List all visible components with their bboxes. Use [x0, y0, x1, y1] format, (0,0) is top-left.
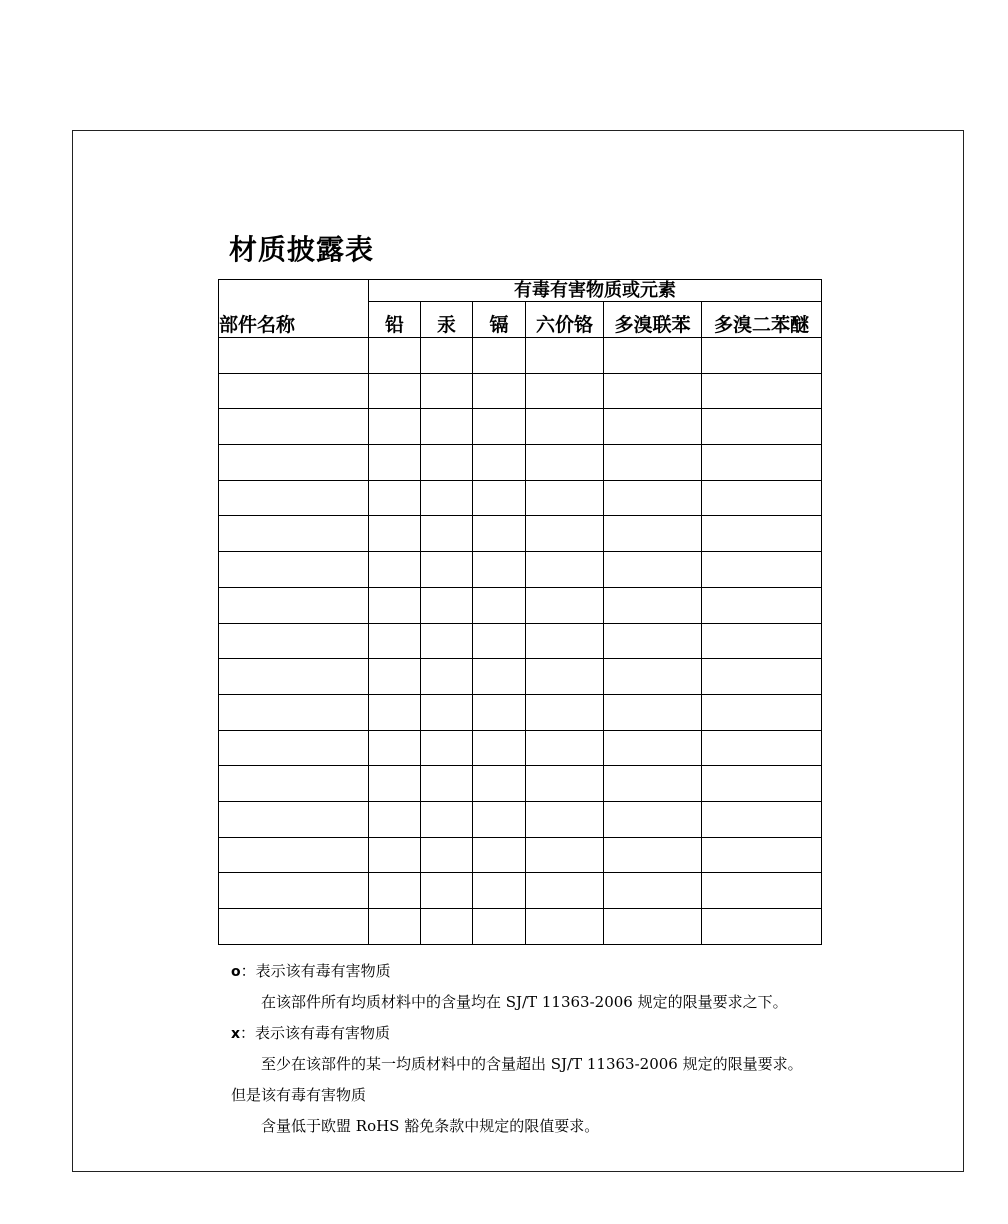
substance-cell: [369, 409, 421, 445]
substance-cell: [604, 873, 702, 909]
substance-cell: [421, 730, 473, 766]
substance-cell: [369, 766, 421, 802]
table-row: [219, 837, 822, 873]
substance-cell: [702, 516, 822, 552]
substance-cell: [473, 730, 526, 766]
table-row: [219, 480, 822, 516]
substance-cell: [369, 659, 421, 695]
substance-cell: [526, 837, 604, 873]
part-name-cell: [219, 373, 369, 409]
substance-cell: [473, 516, 526, 552]
table-row: [219, 409, 822, 445]
substance-cell: [604, 730, 702, 766]
substance-cell: [702, 373, 822, 409]
substance-cell: [369, 837, 421, 873]
table-row: [219, 694, 822, 730]
substance-cell: [526, 587, 604, 623]
substance-cell: [473, 480, 526, 516]
substance-cell: [604, 694, 702, 730]
substance-cell: [473, 587, 526, 623]
substance-cell: [604, 373, 702, 409]
hazardous-substances-header: 有毒有害物质或元素: [369, 280, 822, 302]
substance-cell: [702, 409, 822, 445]
substance-cell: [702, 909, 822, 945]
substance-cell: [702, 873, 822, 909]
x-mark: x: [231, 1026, 241, 1042]
substance-cell: [369, 623, 421, 659]
table-row: [219, 766, 822, 802]
table-row: [219, 801, 822, 837]
substance-cell: [604, 801, 702, 837]
substance-cell: [702, 766, 822, 802]
substance-cell: [421, 766, 473, 802]
substance-cell: [421, 837, 473, 873]
substance-cell: [526, 623, 604, 659]
substance-cell: [473, 837, 526, 873]
substance-cell: [604, 480, 702, 516]
substance-cell: [526, 730, 604, 766]
substance-cell: [604, 552, 702, 588]
substance-cell: [421, 694, 473, 730]
part-name-cell: [219, 552, 369, 588]
substance-cell: [421, 338, 473, 374]
substance-cell: [702, 730, 822, 766]
substance-cell: [369, 338, 421, 374]
substance-header: 六价铬: [526, 302, 604, 338]
part-name-cell: [219, 659, 369, 695]
substance-cell: [604, 587, 702, 623]
substance-cell: [369, 480, 421, 516]
table-row: [219, 552, 822, 588]
substance-header: 多溴联苯: [604, 302, 702, 338]
document-title: 材质披露表: [229, 233, 375, 266]
substance-cell: [369, 694, 421, 730]
substance-cell: [473, 552, 526, 588]
table-row: [219, 445, 822, 481]
part-name-cell: [219, 480, 369, 516]
part-name-cell: [219, 909, 369, 945]
substance-cell: [702, 837, 822, 873]
o-mark: o: [231, 964, 241, 980]
legend-notes: [231, 956, 803, 1142]
substance-cell: [604, 338, 702, 374]
table-row: [219, 373, 822, 409]
substance-cell: [421, 409, 473, 445]
substance-cell: [421, 516, 473, 552]
substance-cell: [473, 873, 526, 909]
table-row: [219, 873, 822, 909]
substance-cell: [421, 587, 473, 623]
substance-cell: [526, 409, 604, 445]
substance-cell: [473, 338, 526, 374]
substance-cell: [369, 552, 421, 588]
substance-header: 镉: [473, 302, 526, 338]
substance-cell: [369, 587, 421, 623]
legend-but-line: 但是该有毒有害物质: [231, 1086, 367, 1104]
substance-cell: [473, 623, 526, 659]
substance-cell: [421, 373, 473, 409]
substance-cell: [473, 445, 526, 481]
legend-but-description: 含量低于欧盟 RoHS 豁免条款中规定的限值要求。: [261, 1117, 600, 1135]
substance-cell: [369, 445, 421, 481]
substance-cell: [702, 338, 822, 374]
substance-cell: [473, 766, 526, 802]
substance-cell: [369, 909, 421, 945]
substance-cell: [526, 801, 604, 837]
disclosure-table: [218, 279, 822, 945]
part-name-cell: [219, 587, 369, 623]
part-name-cell: [219, 801, 369, 837]
x-title: ：表示该有毒有害物质: [240, 1024, 391, 1042]
substance-cell: [526, 552, 604, 588]
substance-cell: [421, 873, 473, 909]
legend-x-line: [231, 1018, 803, 1049]
table-row: [219, 909, 822, 945]
substance-cell: [369, 516, 421, 552]
part-name-cell: [219, 516, 369, 552]
substance-cell: [526, 516, 604, 552]
table-row: [219, 587, 822, 623]
substance-cell: [526, 338, 604, 374]
table-row: [219, 659, 822, 695]
substance-cell: [421, 480, 473, 516]
table-row: [219, 338, 822, 374]
substance-cell: [369, 801, 421, 837]
substance-cell: [604, 516, 702, 552]
substance-cell: [421, 552, 473, 588]
substance-header: 汞: [421, 302, 473, 338]
substance-cell: [473, 659, 526, 695]
legend-o-description: 在该部件所有均质材料中的含量均在 SJ/T 11363-2006 规定的限量要求之下。: [261, 993, 788, 1011]
substance-cell: [526, 694, 604, 730]
part-name-cell: [219, 445, 369, 481]
substance-cell: [604, 766, 702, 802]
part-name-cell: [219, 623, 369, 659]
part-name-cell: [219, 873, 369, 909]
substance-cell: [702, 480, 822, 516]
substance-cell: [421, 909, 473, 945]
substance-cell: [604, 659, 702, 695]
table-body: [219, 338, 822, 945]
o-title: ：表示该有毒有害物质: [240, 962, 391, 980]
substance-cell: [473, 909, 526, 945]
part-name-cell: [219, 694, 369, 730]
substance-cell: [702, 659, 822, 695]
substance-cell: [421, 623, 473, 659]
substance-cell: [526, 873, 604, 909]
part-name-cell: [219, 409, 369, 445]
substance-cell: [473, 373, 526, 409]
substance-cell: [604, 623, 702, 659]
substance-header: 铅: [369, 302, 421, 338]
legend-o-line: [231, 956, 803, 987]
substance-cell: [526, 909, 604, 945]
substance-cell: [473, 801, 526, 837]
substance-cell: [604, 909, 702, 945]
substance-cell: [369, 373, 421, 409]
part-name-header: 部件名称: [219, 280, 369, 338]
part-name-cell: [219, 338, 369, 374]
substance-cell: [526, 373, 604, 409]
substance-cell: [702, 694, 822, 730]
table-row: [219, 623, 822, 659]
substance-cell: [702, 552, 822, 588]
table-row: [219, 516, 822, 552]
substance-cell: [421, 445, 473, 481]
substance-cell: [604, 837, 702, 873]
substance-header: 多溴二苯醚: [702, 302, 822, 338]
substance-cell: [702, 801, 822, 837]
substance-cell: [526, 766, 604, 802]
part-name-cell: [219, 837, 369, 873]
part-name-cell: [219, 766, 369, 802]
substance-cell: [369, 873, 421, 909]
part-name-cell: [219, 730, 369, 766]
substance-cell: [473, 409, 526, 445]
substance-cell: [604, 409, 702, 445]
table-row: [219, 730, 822, 766]
substance-cell: [702, 445, 822, 481]
substance-cell: [526, 659, 604, 695]
substance-cell: [369, 730, 421, 766]
substance-cell: [421, 659, 473, 695]
substance-cell: [604, 445, 702, 481]
substance-cell: [526, 480, 604, 516]
substance-cell: [702, 587, 822, 623]
substance-cell: [702, 623, 822, 659]
substance-cell: [421, 801, 473, 837]
substance-cell: [473, 694, 526, 730]
substance-cell: [526, 445, 604, 481]
legend-x-description: 至少在该部件的某一均质材料中的含量超出 SJ/T 11363-2006 规定的限量要求。: [261, 1055, 803, 1073]
